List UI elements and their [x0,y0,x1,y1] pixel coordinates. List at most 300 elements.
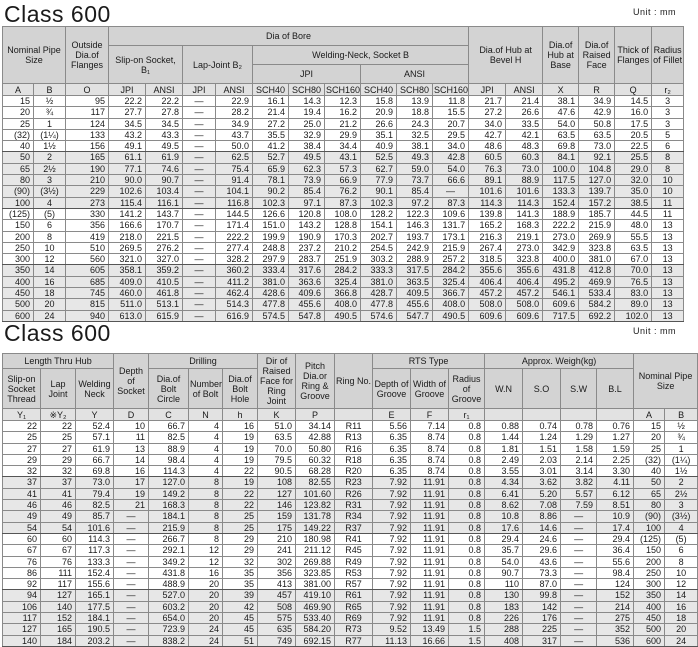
table-cell: 359.2 [146,265,183,276]
table-cell: 333.3 [361,265,397,276]
table-cell: 20 [189,579,223,590]
table-cell: 2.49 [485,454,523,465]
table-cell: 2½ [34,163,66,174]
table-cell: 50 [634,477,665,488]
table-cell: 27 [3,443,41,454]
table-cell: — [561,567,597,578]
table-cell: 323.8 [579,242,615,253]
symbol-row-2 [3,409,698,421]
table-cell: 358.1 [109,265,146,276]
table-cell: 28.2 [216,107,253,118]
table-cell: — [114,545,149,556]
table-row [3,163,684,174]
table-cell: 257.2 [433,254,469,265]
table-cell: 16.66 [411,635,449,646]
table-cell: 455.6 [397,299,433,310]
lapjoint-header: Lap-Joint B₂ [183,46,253,84]
table-cell: 90.2 [253,186,289,197]
table-cell: 7.92 [373,488,411,499]
table-cell: 406.4 [506,276,543,287]
table-cell: 10.9 [597,511,634,522]
table-cell: 35.5 [253,129,289,140]
symbol-cell: SCH40 [361,84,397,96]
table-cell: 355.6 [469,265,506,276]
table-cell: 7.92 [373,590,411,601]
table-cell: 34.4 [325,141,361,152]
table-cell: 120.8 [289,208,325,219]
table-cell: 8.74 [411,466,449,477]
table-cell: — [183,310,216,321]
table-cell: 13 [652,276,684,287]
table-cell: 73.7 [397,175,433,186]
table-cell: 21.4 [253,107,289,118]
table-cell: 202.7 [361,231,397,242]
table-cell: 8 [189,511,223,522]
table-cell: 116.8 [216,197,253,208]
table-cell: 41 [41,488,76,499]
table-cell: 17.4 [597,522,634,533]
table-cell: 490.5 [325,310,361,321]
table-cell: 11.91 [411,556,449,567]
table-cell: 600 [634,635,665,646]
table-cell: 102.0 [615,310,652,321]
table-row [3,242,684,253]
table-cell: 7.59 [561,500,597,511]
table-cell: — [114,613,149,624]
table-cell: 143.7 [146,208,183,219]
table-cell: 20.5 [615,129,652,140]
table-cell: 0.8 [449,601,485,612]
table-cell: 69.8 [76,466,114,477]
table-cell: 131.78 [296,511,335,522]
table-cell: 288 [485,624,523,635]
table-cell: 350 [634,590,665,601]
table-cell: 102.3 [253,197,289,208]
table-row [3,443,698,454]
table-cell: 16 [34,276,66,287]
table-cell: 18 [34,288,66,299]
table-cell: 59.0 [397,163,433,174]
table-cell: 360.2 [216,265,253,276]
table-cell: 10 [114,421,149,432]
table-cell: 300 [634,579,665,590]
table-row [3,454,698,465]
table-cell: 6.35 [373,454,411,465]
table-cell: 60.3 [506,152,543,163]
table-cell: 615.9 [146,310,183,321]
table-cell: 55.6 [597,556,634,567]
drilling-header: Drilling [149,354,258,369]
table-cell: 24.6 [523,533,561,544]
table-cell: 510 [66,242,109,253]
table-cell: — [561,601,597,612]
table-cell: 76 [3,556,41,567]
table-cell: 5 [652,129,684,140]
table-cell: 431.8 [543,265,579,276]
table-cell: 100 [634,522,665,533]
table-cell: 3 [652,107,684,118]
table-cell: (90) [634,511,665,522]
table-cell: 85.4 [289,186,325,197]
table-cell: 547.7 [397,310,433,321]
table-cell: 0.8 [449,533,485,544]
table-cell: 29.4 [597,533,634,544]
table-cell: 328.2 [216,254,253,265]
table-cell: 13.9 [397,96,433,107]
table-cell: 35.0 [615,186,652,197]
table-cell: 500 [634,624,665,635]
table-cell: 273.0 [506,242,543,253]
table-cell: 0.8 [449,522,485,533]
table-cell: 303.2 [361,254,397,265]
table-row [3,511,698,522]
table-cell: 6.35 [373,466,411,477]
table-row [3,254,684,265]
ansi-group-header: ANSI [361,65,469,84]
table-cell: 8 [34,231,66,242]
table-cell: 9.52 [373,624,411,635]
table-row [3,276,684,287]
table-row [3,522,698,533]
unit-label: Unit : mm [632,7,676,17]
table-cell: 11.91 [411,567,449,578]
table-cell: R18 [335,454,373,465]
table-cell: 184 [41,635,76,646]
table-cell: 65.9 [253,163,289,174]
table-cell: 455.6 [289,299,325,310]
depth-socket-header: Depth of Socket [114,354,149,409]
table-cell: 63.5 [543,129,579,140]
table-cell: 168.3 [506,220,543,231]
symbol-cell: A [634,409,665,421]
table-cell: 276.2 [146,242,183,253]
symbol-cell: E [373,409,411,421]
table-cell: 150 [3,220,34,231]
table-cell: 450 [634,613,665,624]
table-cell: 457 [258,590,296,601]
table-cell: 103.4 [146,186,183,197]
table-cell: 60 [41,533,76,544]
table-cell: 65 [3,163,34,174]
table-cell: 1½ [34,141,66,152]
table-cell: 5.20 [523,488,561,499]
table-cell: R65 [335,601,373,612]
table-cell: 22.2 [109,96,146,107]
table-cell: 22.5 [615,141,652,152]
table-cell: 78.1 [253,175,289,186]
table-cell: 152.4 [76,567,114,578]
nominal-pipe-size-header-2: Nominal Pipe Size [634,354,698,409]
table-cell: R11 [335,421,373,432]
table-cell: 321.0 [109,254,146,265]
table-cell: 210 [66,175,109,186]
table-cell: 6 [652,141,684,152]
table-cell: 133.3 [543,186,579,197]
table-cell: 3.55 [485,466,523,477]
symbol-cell: r₁ [449,409,485,421]
table-cell: (3½) [665,511,698,522]
table-cell: 717.5 [543,310,579,321]
table-cell: 90.7 [485,567,523,578]
table-cell: 584.20 [296,624,335,635]
table-cell: 114.3 [149,466,189,477]
table-cell: — [183,175,216,186]
table-cell: 149.2 [149,488,189,499]
table-cell: 1.44 [485,432,523,443]
table-cell: 356 [258,567,296,578]
table-cell: 165.1 [76,590,114,601]
table-cell: R45 [335,545,373,556]
table-cell: 333.4 [253,265,289,276]
table-cell: 73.3 [523,567,561,578]
table-cell: 22.9 [216,96,253,107]
table-cell: 2.03 [523,454,561,465]
table-cell: 603.2 [149,601,189,612]
table-cell: 1.81 [485,443,523,454]
table-cell: 229 [66,186,109,197]
table-cell: 127.0 [149,477,189,488]
table-cell: — [183,163,216,174]
class600-drilling-block [2,320,693,647]
table-cell: — [114,522,149,533]
table-cell: 254.5 [361,242,397,253]
table-cell: 457.2 [469,288,506,299]
table-cell: 288.9 [397,254,433,265]
table-cell: 10 [665,567,698,578]
table-cell: 60.32 [296,454,335,465]
table-cell: 19 [223,432,258,443]
table-cell: 203.2 [76,635,114,646]
table-cell: 450 [3,288,34,299]
ring-no-header: Ring No. [335,354,373,409]
table-cell: 8 [652,163,684,174]
table-cell: — [183,118,216,129]
table-cell: 8.86 [523,511,561,522]
table-cell: 0.8 [449,579,485,590]
table-cell: 45 [223,624,258,635]
table-cell: 76.3 [469,163,506,174]
table-cell: 37 [3,477,41,488]
table-cell: 94 [3,590,41,601]
table-cell: 61.9 [76,443,114,454]
table-cell: 355.6 [506,265,543,276]
table-cell: 11 [114,432,149,443]
table-cell: 15 [3,96,34,107]
table-cell: 193.7 [397,231,433,242]
table-row [3,545,698,556]
class-title: Class 600 [4,1,111,27]
table-cell: 457.2 [506,288,543,299]
table-cell: — [561,624,597,635]
table-cell: 19 [114,488,149,499]
symbol-cell: O [66,84,109,96]
table-cell: 21.2 [325,118,361,129]
table-cell: 91.4 [216,175,253,186]
table-cell: 19.4 [289,107,325,118]
table-cell: 38.1 [543,96,579,107]
class600-dimensions-block [2,1,683,322]
table-cell: 1.5 [449,635,485,646]
table-cell: 413 [258,579,296,590]
table-cell: 104.8 [579,163,615,174]
weldneck-header: Welding-Neck, Socket B [253,46,469,65]
symbol-cell: Y [76,409,114,421]
table-cell: 330 [66,208,109,219]
table-cell: 400.0 [543,254,579,265]
table-cell: 25 [223,511,258,522]
table-row [3,141,684,152]
table-cell: 511.0 [109,299,146,310]
table-cell: 533.4 [579,288,615,299]
table-cell: 165 [66,152,109,163]
table-cell: 50.80 [296,443,335,454]
table-cell: — [561,635,597,646]
table-cell: 363.5 [397,276,433,287]
table-cell: 297.9 [253,254,289,265]
table-cell: — [561,556,597,567]
table-cell: 32.5 [397,129,433,140]
table-cell: 115.4 [109,197,146,208]
table-cell: 152 [41,613,76,624]
table-cell: 57.3 [325,163,361,174]
table-cell: 10 [652,175,684,186]
table-cell: 13 [652,288,684,299]
table-row [3,466,698,477]
table-cell: — [561,590,597,601]
table-cell: 14 [114,454,149,465]
table-cell: 317.6 [289,265,325,276]
class-title-2: Class 600 [4,320,111,346]
table-cell: 84.1 [543,152,579,163]
table-cell: 513.1 [146,299,183,310]
table-cell: 142 [523,601,561,612]
table-cell: R16 [335,443,373,454]
table-cell: 381.00 [296,579,335,590]
table-cell: 171.4 [216,220,253,231]
table-cell: — [183,288,216,299]
symbol-cell [597,409,634,421]
table-cell: 62.7 [361,163,397,174]
symbol-cell: K [258,409,296,421]
table-cell: 176 [523,613,561,624]
symbol-cell: JPI [469,84,506,96]
table-cell: — [114,567,149,578]
table-cell: 16 [223,421,258,432]
table-cell: 38.4 [289,141,325,152]
table-cell: R23 [335,477,373,488]
table-cell: 42 [223,601,258,612]
table-cell: 300 [3,254,34,265]
table-cell: 16.1 [253,96,289,107]
table-cell: 156 [66,141,109,152]
table-cell: 166.6 [109,220,146,231]
table-cell: 3 [652,96,684,107]
radius-groove-header: Radius of Groove [449,369,485,409]
table-cell: 10 [652,186,684,197]
table-cell: 185.7 [579,208,615,219]
table-row [3,288,684,299]
table-cell: 133 [66,129,109,140]
table-cell: 149.22 [296,522,335,533]
table-cell: (125) [634,533,665,544]
table-cell: 11.8 [433,96,469,107]
table-cell: 177.5 [76,601,114,612]
table-cell: 139.8 [469,208,506,219]
table-cell: 124 [597,579,634,590]
table-cell: 12 [665,579,698,590]
table-cell: — [183,242,216,253]
table-cell: 4 [189,432,223,443]
table-cell: 168.3 [149,500,189,511]
table-cell: 381.0 [253,276,289,287]
table-cell: 533.40 [296,613,335,624]
table-cell: 222.2 [543,220,579,231]
table-cell: 8 [189,500,223,511]
table-cell: 7.92 [373,545,411,556]
table-cell: 11.91 [411,533,449,544]
table-cell: 412.8 [579,265,615,276]
raised-face-header: Dia.of Raised Face [579,27,615,84]
table-cell: 79.5 [258,454,296,465]
table-cell: 67.0 [615,254,652,265]
table-cell: 4 [665,522,698,533]
table-cell: 42.88 [296,432,335,443]
table-cell: 40.9 [361,141,397,152]
table-cell: 3.82 [561,477,597,488]
table-cell: 0.8 [449,613,485,624]
table-cell: 4.34 [485,477,523,488]
table-cell: 527.0 [149,590,189,601]
table-cell: 1.27 [597,432,634,443]
table-cell: 16.0 [615,107,652,118]
table-cell: 13 [652,242,684,253]
table-cell: 20 [189,601,223,612]
table-cell: 16 [189,567,223,578]
table-cell: 90.7 [146,175,183,186]
table-cell: 20 [189,613,223,624]
table-cell: 38.5 [615,197,652,208]
table-cell: 27.8 [146,107,183,118]
table-cell: 104.1 [216,186,253,197]
table-cell: 190 [66,163,109,174]
table-cell: 150 [634,545,665,556]
table-cell: 292.1 [149,545,189,556]
table-cell: 6.35 [373,443,411,454]
table-cell: 26.6 [361,118,397,129]
drilling-table [2,353,698,647]
table-cell: 218.0 [109,231,146,242]
table-cell: 170.3 [325,231,361,242]
table-cell: 10 [34,242,66,253]
table-cell: 25 [41,432,76,443]
table-cell: 127 [3,624,41,635]
table-row [3,500,698,511]
table-cell: R20 [335,466,373,477]
table-cell: 12 [189,545,223,556]
symbol-cell: SCH80 [289,84,325,96]
table-cell: 19 [223,477,258,488]
table-cell: R53 [335,567,373,578]
table-cell: 32.0 [615,175,652,186]
table-cell: 52.5 [361,152,397,163]
table-cell: 109.6 [433,208,469,219]
table-cell: 7.92 [373,613,411,624]
table-cell: 11.91 [411,601,449,612]
table-cell: 654.0 [149,613,189,624]
symbol-cell: ANSI [216,84,253,96]
table-cell: 173.1 [433,231,469,242]
table-cell: 143.2 [289,220,325,231]
